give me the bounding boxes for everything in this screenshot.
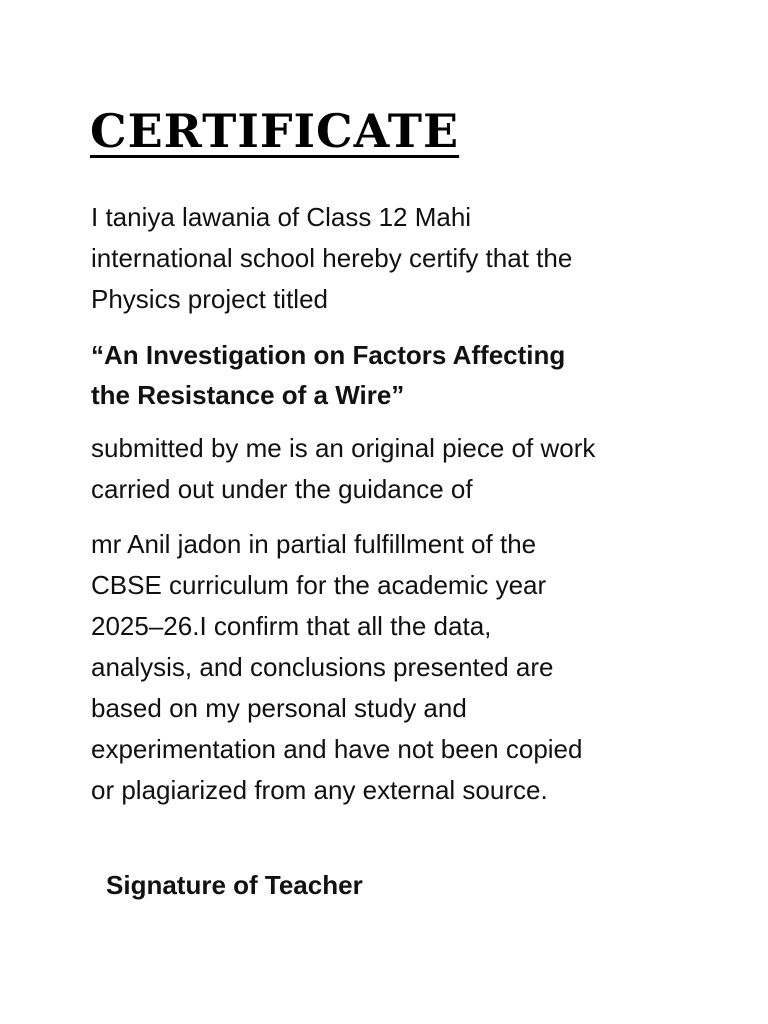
certificate-title: CERTIFICATE [90,104,460,158]
project-title: “An Investigation on Factors Affecting the Resistance of a Wire” [91,340,566,410]
teacher-signature-label: Signature of Teacher [106,870,363,900]
guidance-paragraph: mr Anil jadon in partial fulfillment of the CBSE curriculum for the academic year 2025–26.I confirm that all the data, analysis, and conclusions presented are based on my personal study and experimentation and have not been copied or plagiarized from any external source. [91,529,583,805]
submission-paragraph: submitted by me is an original piece of work carried out under the guidance of [91,433,596,504]
intro-paragraph: I taniya lawania of Class 12 Mahi international school hereby certify that the Physics project titled [91,202,573,314]
